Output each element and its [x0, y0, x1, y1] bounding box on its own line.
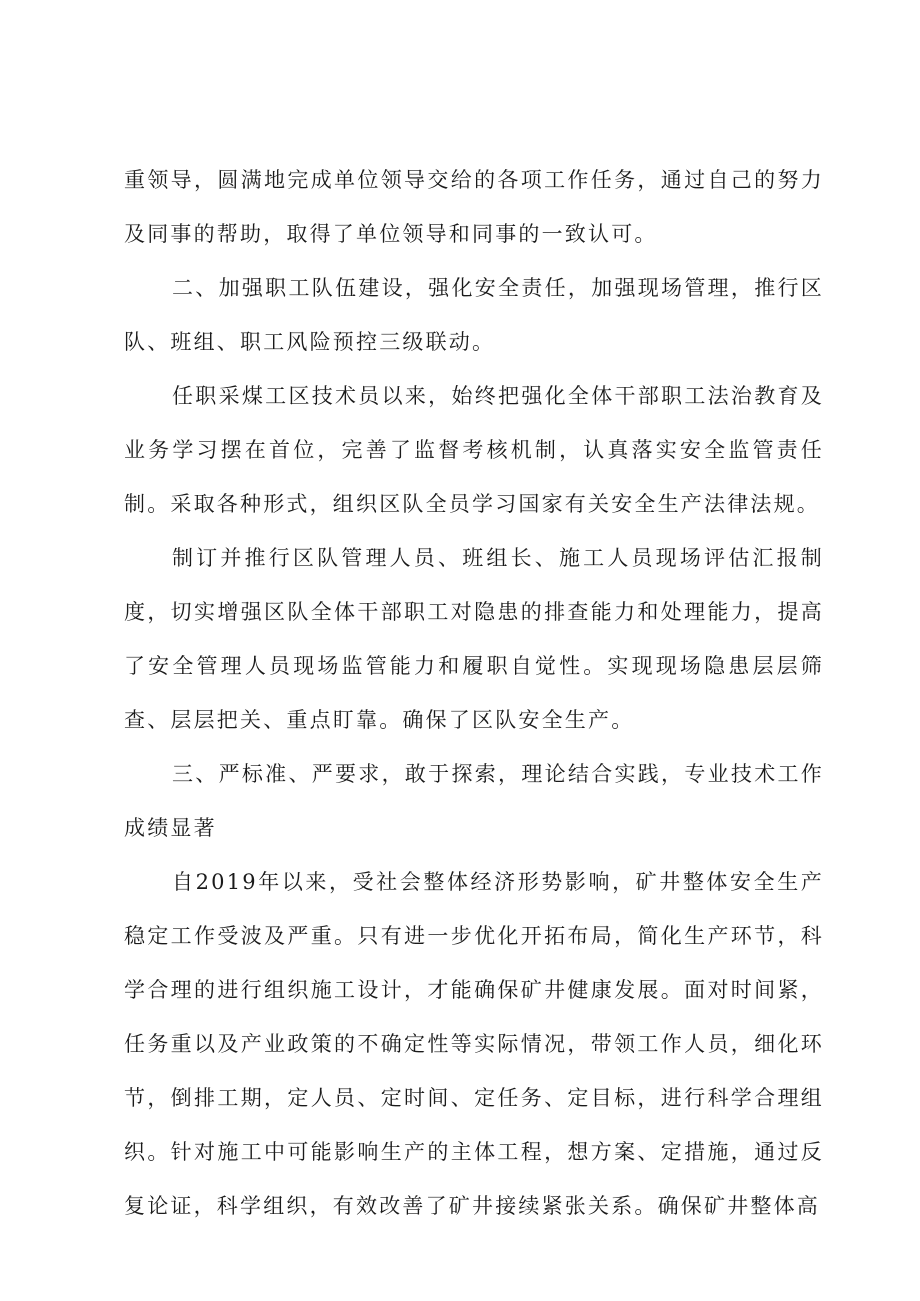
paragraph-production-2019: 自2019年以来，受社会整体经济形势影响，矿井整体安全生产稳定工作受波及严重。只有进一步优化开拓布局，简化生产环节，科学合理的进行组织施工设计，才能确保矿井健康发展。面对时间紧，任务重以及产业政策的不确定性等实际情况，带领工作人员，细化环节，倒排工期，定人员、定时间、定任务、定目标，进行科学合理组织。针对施工中可能影响生产的主体工程，想方案、定措施，通过反复论证，科学组织，有效改善了矿井接续紧张关系。确保矿井整体高 — [124, 870, 824, 1218]
document-body — [124, 153, 824, 1233]
paragraph-education: 任职采煤工区技术员以来，始终把强化全体干部职工法治教育及业务学习摆在首位，完善了监督考核机制，认真落实安全监管责任制。采取各种形式，组织区队全员学习国家有关安全生产法律法规。 — [124, 384, 824, 516]
paragraph-continuation: 重领导，圆满地完成单位领导交给的各项工作任务，通过自己的努力及同事的帮助，取得了单位领导和同事的一致认可。 — [124, 168, 824, 246]
paragraph-section-heading-2: 二、加强职工队伍建设，强化安全责任，加强现场管理，推行区队、班组、职工风险预控三级联动。 — [124, 276, 824, 354]
paragraph-reporting-system: 制订并推行区队管理人员、班组长、施工人员现场评估汇报制度，切实增强区队全体干部职工对隐患的排查能力和处理能力，提高了安全管理人员现场监管能力和履职自觉性。实现现场隐患层层筛查、层层把关、重点盯靠。确保了区队安全生产。 — [124, 546, 824, 732]
paragraph-section-heading-3: 三、严标准、严要求，敢于探索，理论结合实践，专业技术工作成绩显著 — [124, 762, 824, 840]
